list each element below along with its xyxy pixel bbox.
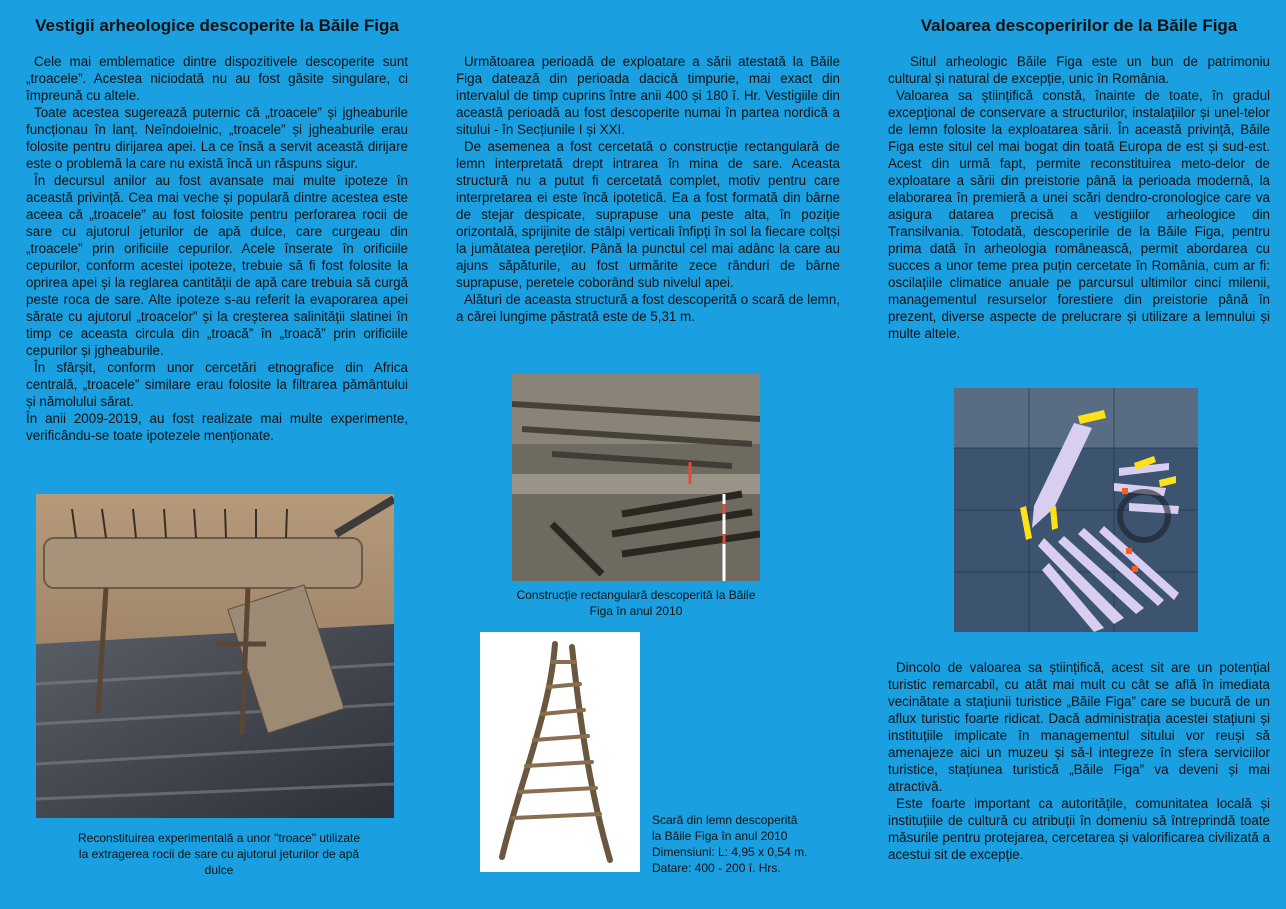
paragraph: Cele mai emblematice dintre dispozitivele descoperite sunt „troacele”. Acestea niciodată nu au fost găsite singulare, ci împreună cu altele. xyxy=(26,54,408,103)
photo-wooden-ladder xyxy=(480,632,640,872)
caption-line: Scară din lemn descoperită xyxy=(652,813,798,827)
caption-line: Datare: 400 - 200 î. Hrs. xyxy=(652,861,781,875)
text-valoarea-top xyxy=(888,53,1270,342)
photo-rectangular-construction xyxy=(512,374,760,581)
paragraph: Este foarte important ca autoritățile, comunitatea locală și instituțiile de cultură cu atribuții în domeniu să întreprindă toate măsurile pentru protejarea, cercetarea și valorificarea civilizată a acestui sit de excepție. xyxy=(888,796,1270,862)
caption-troace: Reconstituirea experimentală a unor "troace" utilizate la extragerea rocii de sare cu ajutorul jeturilor de apă dulce xyxy=(78,831,360,877)
paragraph: Situl arheologic Băile Figa este un bun de patrimoniu cultural și natural de excepție, unic în România. xyxy=(888,54,1270,86)
paragraph: Valoarea sa științifică constă, înainte de toate, în gradul excepțional de conservare a structurilor, instalațiilor și unel-telor de lemn folosite la exploatarea sării. În această privință, Băile Figa este situl cel mai bogat din toată Europa de est și sud-est. Acest din urmă fapt, permite reconstituirea meto-delor de exploatare a sării din preistorie până la perioada modernă, la elaborarea în premieră a unei scări dendro-cronologice care va asigura datarea precisă a vestigiilor arheologice din Transilvania. Totodată, descoperirile de la Băile Figa, pentru prima dată în arheologia românească, permit abordarea cu succes a unor teme prea puțin cercetate în România, cum ar fi: oscilațiile climatice anuale pe parcursul ultimilor cinci milenii, managementul resurselor forestiere din preistorie până în prezent, diverse aspecte de prelucrare și utilizare a lemnului și multe altele. xyxy=(888,88,1270,341)
paragraph: În anii 2009-2019, au fost realizate mai multe experimente, verificându-se toate ipotezele menționate. xyxy=(26,411,408,443)
photo-troace-reconstruction xyxy=(36,494,394,818)
paragraph: Dincolo de valoarea sa științifică, acest sit are un potențial turistic remarcabil, cu atât mai mult cu cât se află în imediata vecinătate a stațiunii turistice „Băile Figa” care se bucură de un aflux turistic foarte ridicat. Dacă administrația acestei stațiuni și instituțiile implicate în managementul sitului vor reuși să amenajeze aici un muzeu și să-l integreze în sfera serviciilor turistice, stațiunea turistică „Băile Figa” va deveni și mai atractivă. xyxy=(888,660,1270,794)
text-valoarea-bottom xyxy=(888,659,1270,863)
paragraph: De asemenea a fost cercetată o construcție rectangulară de lemn interpretată drept intrarea în mina de sare. Aceasta structură nu a putut fi cercetată complet, motiv pentru care interpretarea ei este încă ipotetică. Ea a fost formată din bârne de stejar despicate, suprapuse una peste alta, în poziție orizontală, sprijinite de stâlpi verticali înfipți în sol la fiecare colțși la jumătatea pereților. Până la punctul cel mai adânc la care au ajuns săpăturile, au fost urmărite zece rânduri de bârne suprapuse, peretele coborând sub nivelul apei. xyxy=(456,139,840,290)
section-title-vestigii: Vestigii arheologice descoperite la Băile Figa xyxy=(35,16,399,35)
paragraph: În decursul anilor au fost avansate mai multe ipoteze în această privință. Cea mai veche și populară dintre acestea este aceea că „troacele” au fost folosite pentru perforarea rocii de sare cu ajutorul jeturilor de apă dulce, care curgeau din „troacele” prin orificiile cepurilor. Acele înserate în orificiile cepurilor, conform acestei ipoteze, trebuie să fi fost folosite la oprirea apei și la reglarea cantității de apă care trebuia să curgă peste roca de sare. Alte ipoteze s-au referit la evaporarea apei sărate cu ajutorul „troacelor” și la creșterea salinității slatinei în timp ce aceasta circula din „troacă” în „troacă” prin orificiile cepurilor și jgheaburile. xyxy=(26,173,408,358)
caption-ladder xyxy=(652,812,852,876)
caption-line: la Băile Figa în anul 2010 xyxy=(652,829,788,843)
photo-site-plan-overlay xyxy=(954,388,1198,632)
paragraph: Următoarea perioadă de exploatare a sării atestată la Băile Figa datează din perioada dacică timpurie, mai exact din intervalul de timp cuprins între anii 400 și 180 î. Hr. Vestigiile din această perioadă au fost descoperite numai în partea nordică a sitului - în Secțiunile I și XXI. xyxy=(456,54,840,137)
section-title-valoarea: Valoarea descoperirilor de la Băile Figa xyxy=(920,16,1238,35)
paragraph: Toate acestea sugerează puternic că „troacele” și jgheaburile funcționau în lanț. Neîndoielnic, „troacele” și jgheaburile erau folosite pentru dirijarea apei. La ce însă a servit această dirijare este o problemă la care nu există încă un răspuns sigur. xyxy=(26,105,408,171)
caption-line: Dimensiuni: L: 4,95 x 0,54 m. xyxy=(652,845,808,859)
paragraph: În sfârșit, conform unor cercetări etnografice din Africa centrală, „troacele” similare erau folosite la filtrarea pământului și nămolului sărat. xyxy=(26,360,408,409)
text-vestigii xyxy=(26,53,408,444)
caption-rectangular-construction: Construcție rectangulară descoperită la Băile Figa în anul 2010 xyxy=(516,588,756,618)
paragraph: Alături de aceasta structură a fost descoperită o scară de lemn, a cărei lungime păstrată este de 5,31 m. xyxy=(456,292,840,324)
text-dacic-period xyxy=(456,53,840,325)
